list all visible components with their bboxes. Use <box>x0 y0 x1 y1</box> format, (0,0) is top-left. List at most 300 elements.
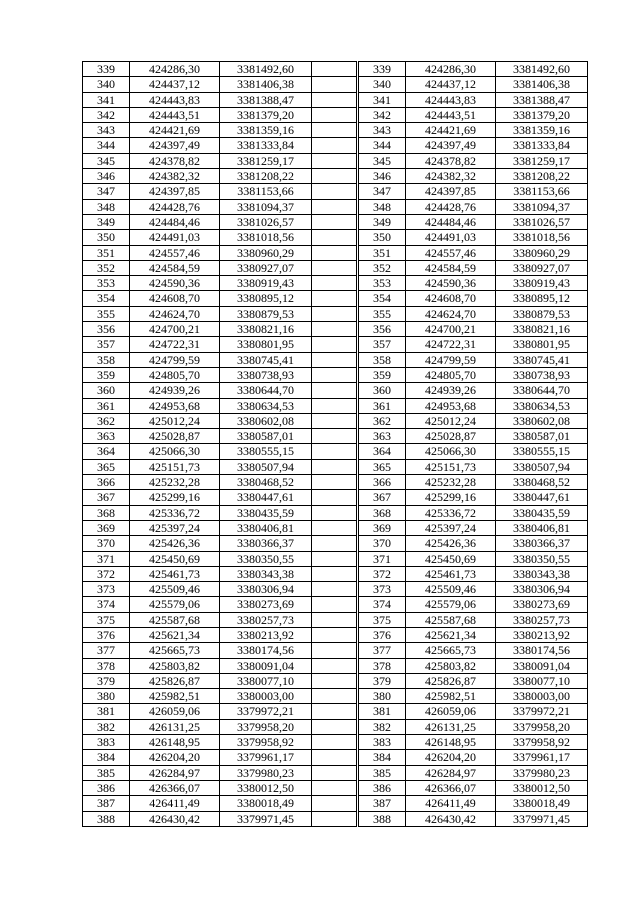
y-coordinate-cell: 3380738,93 <box>496 367 588 382</box>
blank-cell <box>312 276 357 291</box>
y-coordinate-cell: 3380257,73 <box>220 612 312 627</box>
point-number-cell: 361 <box>83 398 130 413</box>
x-coordinate-cell: 424437,12 <box>406 77 496 92</box>
table-row <box>359 536 588 551</box>
point-number-cell: 364 <box>359 444 406 459</box>
point-number-cell: 376 <box>83 627 130 642</box>
x-coordinate-cell: 425232,28 <box>406 475 496 490</box>
table-row <box>83 643 357 658</box>
blank-cell <box>312 62 357 77</box>
table-row <box>359 138 588 153</box>
point-number-cell: 386 <box>359 780 406 795</box>
table-row <box>83 704 357 719</box>
table-row <box>83 322 357 337</box>
y-coordinate-cell: 3380634,53 <box>220 398 312 413</box>
blank-cell <box>312 658 357 673</box>
point-number-cell: 365 <box>359 459 406 474</box>
point-number-cell: 341 <box>359 92 406 107</box>
point-number-cell: 368 <box>359 505 406 520</box>
x-coordinate-cell: 425397,24 <box>406 520 496 535</box>
table-row <box>83 811 357 826</box>
x-coordinate-cell: 425621,34 <box>406 627 496 642</box>
point-number-cell: 388 <box>359 811 406 826</box>
point-number-cell: 344 <box>359 138 406 153</box>
table-row <box>83 612 357 627</box>
x-coordinate-cell: 426131,25 <box>406 719 496 734</box>
coordinates-table-left <box>82 61 357 827</box>
table-row <box>83 566 357 581</box>
table-row <box>359 169 588 184</box>
point-number-cell: 361 <box>359 398 406 413</box>
point-number-cell: 385 <box>83 765 130 780</box>
y-coordinate-cell: 3381406,38 <box>220 77 312 92</box>
x-coordinate-cell: 426430,42 <box>130 811 220 826</box>
blank-cell <box>312 245 357 260</box>
y-coordinate-cell: 3380174,56 <box>220 643 312 658</box>
y-coordinate-cell: 3381333,84 <box>220 138 312 153</box>
table-row <box>359 475 588 490</box>
x-coordinate-cell: 424382,32 <box>406 169 496 184</box>
table-row <box>83 306 357 321</box>
table-row <box>359 735 588 750</box>
table-row <box>83 62 357 77</box>
table-row <box>83 689 357 704</box>
x-coordinate-cell: 424584,59 <box>130 260 220 275</box>
y-coordinate-cell: 3380644,70 <box>220 383 312 398</box>
point-number-cell: 366 <box>359 475 406 490</box>
table-row <box>83 505 357 520</box>
point-number-cell: 340 <box>359 77 406 92</box>
point-number-cell: 375 <box>359 612 406 627</box>
y-coordinate-cell: 3380257,73 <box>496 612 588 627</box>
x-coordinate-cell: 425336,72 <box>130 505 220 520</box>
x-coordinate-cell: 424443,83 <box>406 92 496 107</box>
point-number-cell: 358 <box>83 352 130 367</box>
y-coordinate-cell: 3380003,00 <box>220 689 312 704</box>
table-row <box>83 230 357 245</box>
point-number-cell: 371 <box>83 551 130 566</box>
point-number-cell: 378 <box>83 658 130 673</box>
point-number-cell: 354 <box>359 291 406 306</box>
x-coordinate-cell: 425066,30 <box>130 444 220 459</box>
table-row <box>83 169 357 184</box>
table-row <box>83 367 357 382</box>
x-coordinate-cell: 425066,30 <box>406 444 496 459</box>
point-number-cell: 363 <box>83 429 130 444</box>
y-coordinate-cell: 3379958,20 <box>496 719 588 734</box>
point-number-cell: 349 <box>359 214 406 229</box>
point-number-cell: 373 <box>83 582 130 597</box>
y-coordinate-cell: 3380091,04 <box>496 658 588 673</box>
point-number-cell: 351 <box>359 245 406 260</box>
point-number-cell: 383 <box>83 735 130 750</box>
table-row <box>359 199 588 214</box>
table-row <box>359 276 588 291</box>
table-row <box>359 92 588 107</box>
y-coordinate-cell: 3380927,07 <box>220 260 312 275</box>
blank-cell <box>312 77 357 92</box>
point-number-cell: 354 <box>83 291 130 306</box>
x-coordinate-cell: 424624,70 <box>130 306 220 321</box>
point-number-cell: 362 <box>83 413 130 428</box>
y-coordinate-cell: 3380406,81 <box>496 520 588 535</box>
x-coordinate-cell: 424428,76 <box>130 199 220 214</box>
y-coordinate-cell: 3380555,15 <box>220 444 312 459</box>
x-coordinate-cell: 425803,82 <box>406 658 496 673</box>
y-coordinate-cell: 3380213,92 <box>496 627 588 642</box>
y-coordinate-cell: 3380435,59 <box>220 505 312 520</box>
y-coordinate-cell: 3381492,60 <box>496 62 588 77</box>
x-coordinate-cell: 424286,30 <box>406 62 496 77</box>
point-number-cell: 353 <box>359 276 406 291</box>
point-number-cell: 357 <box>83 337 130 352</box>
y-coordinate-cell: 3379961,17 <box>220 750 312 765</box>
table-row <box>359 214 588 229</box>
point-number-cell: 340 <box>83 77 130 92</box>
y-coordinate-cell: 3380468,52 <box>220 475 312 490</box>
point-number-cell: 348 <box>359 199 406 214</box>
y-coordinate-cell: 3380213,92 <box>220 627 312 642</box>
table-row <box>83 291 357 306</box>
table-row <box>359 245 588 260</box>
point-number-cell: 385 <box>359 765 406 780</box>
x-coordinate-cell: 424378,82 <box>406 153 496 168</box>
y-coordinate-cell: 3381379,20 <box>496 107 588 122</box>
x-coordinate-cell: 425028,87 <box>130 429 220 444</box>
table-row <box>83 796 357 811</box>
y-coordinate-cell: 3380273,69 <box>496 597 588 612</box>
x-coordinate-cell: 424421,69 <box>130 123 220 138</box>
point-number-cell: 364 <box>83 444 130 459</box>
table-row <box>83 627 357 642</box>
x-coordinate-cell: 425299,16 <box>130 490 220 505</box>
blank-cell <box>312 780 357 795</box>
point-number-cell: 345 <box>359 153 406 168</box>
x-coordinate-cell: 424491,03 <box>406 230 496 245</box>
x-coordinate-cell: 426148,95 <box>406 735 496 750</box>
point-number-cell: 374 <box>83 597 130 612</box>
point-number-cell: 352 <box>359 260 406 275</box>
x-coordinate-cell: 425826,87 <box>406 673 496 688</box>
blank-cell <box>312 291 357 306</box>
x-coordinate-cell: 426059,06 <box>130 704 220 719</box>
y-coordinate-cell: 3379972,21 <box>220 704 312 719</box>
y-coordinate-cell: 3380821,16 <box>496 322 588 337</box>
table-row <box>83 260 357 275</box>
table-row <box>359 490 588 505</box>
table-row <box>83 199 357 214</box>
y-coordinate-cell: 3380350,55 <box>496 551 588 566</box>
x-coordinate-cell: 425461,73 <box>130 566 220 581</box>
x-coordinate-cell: 424584,59 <box>406 260 496 275</box>
point-number-cell: 359 <box>83 367 130 382</box>
point-number-cell: 362 <box>359 413 406 428</box>
table-row <box>83 673 357 688</box>
blank-cell <box>312 536 357 551</box>
y-coordinate-cell: 3379972,21 <box>496 704 588 719</box>
blank-cell <box>312 612 357 627</box>
blank-cell <box>312 306 357 321</box>
blank-cell <box>312 750 357 765</box>
y-coordinate-cell: 3381388,47 <box>220 92 312 107</box>
x-coordinate-cell: 424286,30 <box>130 62 220 77</box>
blank-cell <box>312 505 357 520</box>
point-number-cell: 378 <box>359 658 406 673</box>
table-row <box>83 719 357 734</box>
blank-cell <box>312 582 357 597</box>
x-coordinate-cell: 425826,87 <box>130 673 220 688</box>
table-row <box>359 811 588 826</box>
point-number-cell: 343 <box>83 123 130 138</box>
table-row <box>359 322 588 337</box>
x-coordinate-cell: 424557,46 <box>130 245 220 260</box>
table-row <box>359 750 588 765</box>
y-coordinate-cell: 3379971,45 <box>496 811 588 826</box>
x-coordinate-cell: 424421,69 <box>406 123 496 138</box>
x-coordinate-cell: 425012,24 <box>130 413 220 428</box>
x-coordinate-cell: 426131,25 <box>130 719 220 734</box>
table-row <box>359 77 588 92</box>
table-row <box>359 153 588 168</box>
y-coordinate-cell: 3379958,20 <box>220 719 312 734</box>
point-number-cell: 344 <box>83 138 130 153</box>
x-coordinate-cell: 425397,24 <box>130 520 220 535</box>
y-coordinate-cell: 3380077,10 <box>496 673 588 688</box>
y-coordinate-cell: 3379980,23 <box>220 765 312 780</box>
x-coordinate-cell: 425450,69 <box>406 551 496 566</box>
table-row <box>359 719 588 734</box>
table-row <box>83 276 357 291</box>
point-number-cell: 363 <box>359 429 406 444</box>
point-number-cell: 347 <box>83 184 130 199</box>
point-number-cell: 387 <box>359 796 406 811</box>
table-row <box>359 597 588 612</box>
y-coordinate-cell: 3379958,92 <box>220 735 312 750</box>
blank-cell <box>312 398 357 413</box>
blank-cell <box>312 735 357 750</box>
point-number-cell: 352 <box>83 260 130 275</box>
point-number-cell: 367 <box>359 490 406 505</box>
y-coordinate-cell: 3380507,94 <box>220 459 312 474</box>
table-row <box>359 260 588 275</box>
x-coordinate-cell: 424437,12 <box>130 77 220 92</box>
blank-cell <box>312 444 357 459</box>
point-number-cell: 365 <box>83 459 130 474</box>
y-coordinate-cell: 3380895,12 <box>496 291 588 306</box>
blank-cell <box>312 322 357 337</box>
x-coordinate-cell: 424428,76 <box>406 199 496 214</box>
table-row <box>83 184 357 199</box>
x-coordinate-cell: 424608,70 <box>406 291 496 306</box>
table-row <box>83 765 357 780</box>
table-row <box>83 780 357 795</box>
table-row <box>359 612 588 627</box>
x-coordinate-cell: 424484,46 <box>130 214 220 229</box>
point-number-cell: 370 <box>359 536 406 551</box>
x-coordinate-cell: 425151,73 <box>130 459 220 474</box>
x-coordinate-cell: 424443,51 <box>130 107 220 122</box>
y-coordinate-cell: 3381208,22 <box>220 169 312 184</box>
point-number-cell: 372 <box>359 566 406 581</box>
y-coordinate-cell: 3381359,16 <box>220 123 312 138</box>
y-coordinate-cell: 3381026,57 <box>220 214 312 229</box>
table-row <box>359 444 588 459</box>
x-coordinate-cell: 426059,06 <box>406 704 496 719</box>
blank-cell <box>312 490 357 505</box>
point-number-cell: 382 <box>359 719 406 734</box>
y-coordinate-cell: 3381026,57 <box>496 214 588 229</box>
y-coordinate-cell: 3380366,37 <box>496 536 588 551</box>
table-row <box>359 107 588 122</box>
table-row <box>83 92 357 107</box>
y-coordinate-cell: 3380350,55 <box>220 551 312 566</box>
table-row <box>83 123 357 138</box>
point-number-cell: 380 <box>359 689 406 704</box>
coordinates-table-right <box>358 61 588 827</box>
x-coordinate-cell: 424378,82 <box>130 153 220 168</box>
point-number-cell: 348 <box>83 199 130 214</box>
blank-cell <box>312 367 357 382</box>
x-coordinate-cell: 426411,49 <box>130 796 220 811</box>
blank-cell <box>312 719 357 734</box>
x-coordinate-cell: 424700,21 <box>406 322 496 337</box>
y-coordinate-cell: 3380343,38 <box>220 566 312 581</box>
x-coordinate-cell: 424397,85 <box>406 184 496 199</box>
x-coordinate-cell: 426204,20 <box>406 750 496 765</box>
x-coordinate-cell: 425450,69 <box>130 551 220 566</box>
y-coordinate-cell: 3380895,12 <box>220 291 312 306</box>
point-number-cell: 345 <box>83 153 130 168</box>
table-row <box>83 750 357 765</box>
y-coordinate-cell: 3380879,53 <box>496 306 588 321</box>
point-number-cell: 377 <box>83 643 130 658</box>
y-coordinate-cell: 3381406,38 <box>496 77 588 92</box>
blank-cell <box>312 643 357 658</box>
y-coordinate-cell: 3381379,20 <box>220 107 312 122</box>
table-row <box>359 627 588 642</box>
y-coordinate-cell: 3379958,92 <box>496 735 588 750</box>
y-coordinate-cell: 3380634,53 <box>496 398 588 413</box>
y-coordinate-cell: 3381208,22 <box>496 169 588 184</box>
table-row <box>359 184 588 199</box>
y-coordinate-cell: 3380927,07 <box>496 260 588 275</box>
y-coordinate-cell: 3380919,43 <box>220 276 312 291</box>
x-coordinate-cell: 424590,36 <box>406 276 496 291</box>
point-number-cell: 360 <box>83 383 130 398</box>
blank-cell <box>312 260 357 275</box>
x-coordinate-cell: 425299,16 <box>406 490 496 505</box>
y-coordinate-cell: 3380555,15 <box>496 444 588 459</box>
y-coordinate-cell: 3380447,61 <box>496 490 588 505</box>
x-coordinate-cell: 426430,42 <box>406 811 496 826</box>
point-number-cell: 371 <box>359 551 406 566</box>
y-coordinate-cell: 3381018,56 <box>496 230 588 245</box>
table-row <box>359 505 588 520</box>
point-number-cell: 349 <box>83 214 130 229</box>
y-coordinate-cell: 3380447,61 <box>220 490 312 505</box>
point-number-cell: 350 <box>83 230 130 245</box>
table-row <box>359 658 588 673</box>
x-coordinate-cell: 424799,59 <box>130 352 220 367</box>
blank-cell <box>312 796 357 811</box>
x-coordinate-cell: 424953,68 <box>406 398 496 413</box>
table-row <box>83 444 357 459</box>
table-row <box>359 291 588 306</box>
table-row <box>359 123 588 138</box>
blank-cell <box>312 459 357 474</box>
point-number-cell: 366 <box>83 475 130 490</box>
point-number-cell: 347 <box>359 184 406 199</box>
y-coordinate-cell: 3380003,00 <box>496 689 588 704</box>
table-row <box>83 107 357 122</box>
point-number-cell: 367 <box>83 490 130 505</box>
table-row <box>83 658 357 673</box>
x-coordinate-cell: 424805,70 <box>406 367 496 382</box>
x-coordinate-cell: 425621,34 <box>130 627 220 642</box>
table-row <box>83 153 357 168</box>
y-coordinate-cell: 3380801,95 <box>496 337 588 352</box>
table-row <box>83 337 357 352</box>
x-coordinate-cell: 424491,03 <box>130 230 220 245</box>
point-number-cell: 384 <box>359 750 406 765</box>
y-coordinate-cell: 3380306,94 <box>496 582 588 597</box>
y-coordinate-cell: 3379961,17 <box>496 750 588 765</box>
y-coordinate-cell: 3380745,41 <box>496 352 588 367</box>
point-number-cell: 353 <box>83 276 130 291</box>
blank-cell <box>312 352 357 367</box>
point-number-cell: 381 <box>359 704 406 719</box>
table-row <box>83 214 357 229</box>
x-coordinate-cell: 425579,06 <box>406 597 496 612</box>
table-row <box>359 337 588 352</box>
table-row <box>83 352 357 367</box>
point-number-cell: 383 <box>359 735 406 750</box>
point-number-cell: 343 <box>359 123 406 138</box>
x-coordinate-cell: 424382,32 <box>130 169 220 184</box>
y-coordinate-cell: 3380273,69 <box>220 597 312 612</box>
y-coordinate-cell: 3381359,16 <box>496 123 588 138</box>
point-number-cell: 376 <box>359 627 406 642</box>
y-coordinate-cell: 3380602,08 <box>220 413 312 428</box>
point-number-cell: 356 <box>359 322 406 337</box>
point-number-cell: 382 <box>83 719 130 734</box>
table-body-left <box>83 62 357 827</box>
blank-cell <box>312 214 357 229</box>
table-row <box>359 780 588 795</box>
x-coordinate-cell: 424608,70 <box>130 291 220 306</box>
y-coordinate-cell: 3380468,52 <box>496 475 588 490</box>
blank-cell <box>312 184 357 199</box>
y-coordinate-cell: 3381388,47 <box>496 92 588 107</box>
point-number-cell: 372 <box>83 566 130 581</box>
y-coordinate-cell: 3381018,56 <box>220 230 312 245</box>
x-coordinate-cell: 424953,68 <box>130 398 220 413</box>
point-number-cell: 359 <box>359 367 406 382</box>
table-row <box>359 62 588 77</box>
x-coordinate-cell: 425587,68 <box>130 612 220 627</box>
x-coordinate-cell: 424700,21 <box>130 322 220 337</box>
point-number-cell: 375 <box>83 612 130 627</box>
x-coordinate-cell: 424624,70 <box>406 306 496 321</box>
blank-cell <box>312 199 357 214</box>
blank-cell <box>312 520 357 535</box>
point-number-cell: 357 <box>359 337 406 352</box>
table-row <box>83 735 357 750</box>
x-coordinate-cell: 425665,73 <box>406 643 496 658</box>
x-coordinate-cell: 425509,46 <box>130 582 220 597</box>
table-row <box>83 413 357 428</box>
blank-cell <box>312 765 357 780</box>
